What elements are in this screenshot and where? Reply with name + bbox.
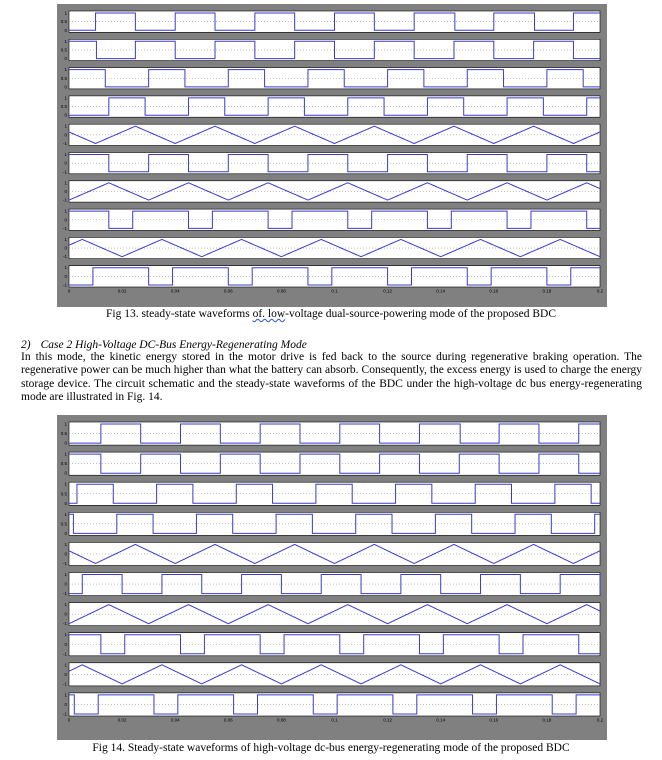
figure-13-caption-end: -voltage dual-source-powering mode of the proposed BDC (285, 308, 556, 320)
y-tick-label: 1 (64, 572, 67, 577)
x-tick-label: 0.14 (436, 717, 446, 723)
y-tick-label: 1 (64, 541, 67, 547)
waveform-panel-9 (63, 237, 600, 259)
y-tick-label: 1 (64, 67, 67, 73)
x-tick-label: 0.06 (223, 717, 233, 723)
figure-13-plot (57, 4, 607, 307)
x-tick-label: 0 (67, 717, 71, 723)
y-tick-label: -1 (62, 651, 67, 657)
y-tick-label: 0 (64, 217, 67, 223)
y-tick-label: -1 (62, 282, 67, 288)
waveform-panel-7 (63, 602, 600, 626)
waveform-panel-9 (63, 662, 600, 686)
y-tick-label: 0.5 (60, 75, 67, 81)
x-tick-label: 0.1 (331, 288, 338, 294)
y-tick-label: 0 (64, 160, 67, 166)
x-tick-label: 0.02 (117, 288, 127, 294)
waveform-panel-1 (61, 11, 600, 33)
y-tick-label: 0 (64, 551, 67, 557)
panel-axes (69, 452, 600, 475)
waveform-panel-3 (61, 482, 600, 506)
y-tick-label: -1 (62, 561, 67, 566)
y-tick-label: 1 (64, 10, 67, 16)
y-tick-label: 0 (64, 112, 67, 118)
y-tick-label: 1 (64, 236, 67, 242)
y-tick-label: 0 (64, 530, 67, 536)
y-tick-label: 1 (64, 152, 67, 157)
y-tick-label: 1 (64, 632, 67, 638)
panel-axes (69, 124, 600, 145)
x-tick-label: 0.06 (223, 288, 233, 294)
waveform-panel-7 (63, 180, 600, 202)
y-tick-label: 1 (64, 38, 67, 44)
y-tick-label: -1 (62, 591, 67, 597)
y-tick-label: 1 (64, 662, 67, 668)
figure-14-caption-text: Fig 14. Steady-state waveforms of high-voltage dc-bus energy-regenerating mode of the proposed BDC (92, 742, 570, 754)
y-tick-label: 0 (64, 56, 67, 62)
waveform-panel-4 (61, 512, 600, 536)
panel-axes (69, 663, 600, 686)
x-tick-label: 0.02 (117, 717, 127, 723)
y-tick-label: 0 (64, 581, 67, 587)
waveform-panel-5 (63, 124, 600, 146)
y-tick-label: 0 (64, 84, 67, 90)
y-tick-label: 0 (64, 641, 67, 647)
y-tick-label: 0 (64, 470, 67, 476)
y-tick-label: 0.5 (60, 47, 67, 53)
y-tick-label: -1 (62, 225, 67, 231)
y-tick-label: 0 (64, 440, 67, 446)
x-tick-label: 0.04 (170, 288, 180, 294)
y-tick-label: 1 (64, 692, 67, 698)
y-tick-label: 1 (64, 421, 67, 427)
y-tick-label: -1 (62, 681, 67, 687)
y-tick-label: 1 (64, 481, 67, 487)
figure-14-caption (0, 741, 662, 755)
waveform-panel-6 (63, 572, 600, 596)
panel-axes (69, 422, 600, 445)
y-tick-label: 1 (64, 95, 67, 101)
figure-13-svg (57, 4, 607, 307)
y-tick-label: 0 (64, 611, 67, 617)
section-number: 2) (21, 339, 31, 351)
y-tick-label: 0 (64, 500, 67, 506)
figure-14-plot (57, 415, 607, 740)
y-tick-label: -1 (62, 169, 67, 175)
panel-axes (69, 512, 600, 535)
y-tick-label: 0 (64, 188, 67, 194)
x-tick-label: 0.2 (596, 288, 604, 294)
x-tick-label: 0.04 (170, 717, 180, 723)
x-tick-label: 0 (67, 288, 71, 294)
waveform-panel-10 (63, 265, 600, 287)
x-tick-label: 0.16 (489, 717, 499, 723)
waveform-panel-8 (63, 632, 600, 656)
y-tick-label: 0.5 (60, 461, 67, 467)
figure-13-caption (0, 307, 662, 321)
panel-axes (69, 96, 600, 117)
panel-axes (69, 693, 600, 716)
waveform-panel-1 (61, 422, 600, 446)
y-tick-label: 1 (64, 602, 67, 608)
y-tick-label: -1 (62, 711, 67, 717)
y-tick-label: -1 (62, 621, 67, 627)
waveform-panel-6 (63, 152, 600, 174)
y-tick-label: 0.5 (60, 521, 67, 527)
body-paragraph: In this mode, the kinetic energy stored in the motor drive is fed back to the source during regenerative braking operation. The regenerative power can be much higher than what the battery can absorb. Consequently, the excess energy is used to charge the energy storage device. The circuit schematic and the steady-state waveforms of the BDC under the high-voltage dc bus energy-regenerating mode are illustrated in Fig. 14. (21, 351, 642, 404)
panel-axes (69, 482, 600, 505)
waveform-panel-10 (63, 692, 600, 716)
x-tick-label: 0.1 (331, 717, 338, 723)
waveform-panel-8 (63, 209, 600, 231)
x-tick-label: 0.14 (436, 288, 446, 294)
y-tick-label: 0 (64, 701, 67, 707)
y-tick-label: 1 (64, 265, 67, 271)
y-tick-label: -1 (62, 197, 67, 203)
y-tick-label: 0 (64, 671, 67, 677)
y-tick-label: -1 (62, 141, 67, 146)
waveform-panel-5 (63, 542, 600, 566)
y-tick-label: 0.5 (60, 491, 67, 497)
panel-axes (69, 237, 600, 258)
y-tick-label: -1 (62, 254, 67, 260)
y-tick-label: 1 (64, 123, 67, 129)
x-tick-label: 0.18 (542, 717, 552, 723)
figure-14-svg (57, 415, 607, 740)
section-title: Case 2 High-Voltage DC-Bus Energy-Regenerating Mode (40, 339, 307, 351)
waveform-panel-3 (61, 67, 600, 89)
y-tick-label: 1 (64, 511, 67, 517)
y-tick-label: 1 (64, 451, 67, 457)
figure-13-caption-misspelled: of. low (252, 308, 286, 320)
y-tick-label: 0.5 (60, 19, 67, 25)
x-tick-label: 0.08 (277, 717, 286, 723)
y-tick-label: 1 (64, 208, 67, 214)
x-tick-label: 0.12 (383, 288, 392, 294)
y-tick-label: 0 (64, 273, 67, 279)
panel-axes (69, 209, 600, 230)
y-tick-label: 0.5 (60, 104, 67, 110)
waveform-panel-2 (61, 39, 600, 61)
x-tick-label: 0.2 (596, 717, 604, 723)
waveform-panel-2 (61, 452, 600, 476)
y-tick-label: 1 (64, 180, 67, 186)
waveform-panel-4 (61, 95, 600, 117)
figure-13-caption-start: Fig 13. steady-state waveforms (105, 308, 253, 320)
y-tick-label: 0 (64, 27, 67, 33)
panel-axes (69, 181, 600, 202)
y-tick-label: 0 (64, 245, 67, 251)
y-tick-label: 0 (64, 132, 67, 138)
y-tick-label: 0.5 (60, 431, 67, 437)
section-heading (21, 338, 307, 352)
panel-axes (69, 542, 600, 565)
panel-axes (69, 633, 600, 656)
x-tick-label: 0.18 (542, 288, 552, 294)
panel-axes (69, 603, 600, 626)
x-tick-label: 0.08 (277, 288, 286, 294)
x-tick-label: 0.12 (383, 717, 392, 723)
x-tick-label: 0.16 (489, 288, 499, 294)
